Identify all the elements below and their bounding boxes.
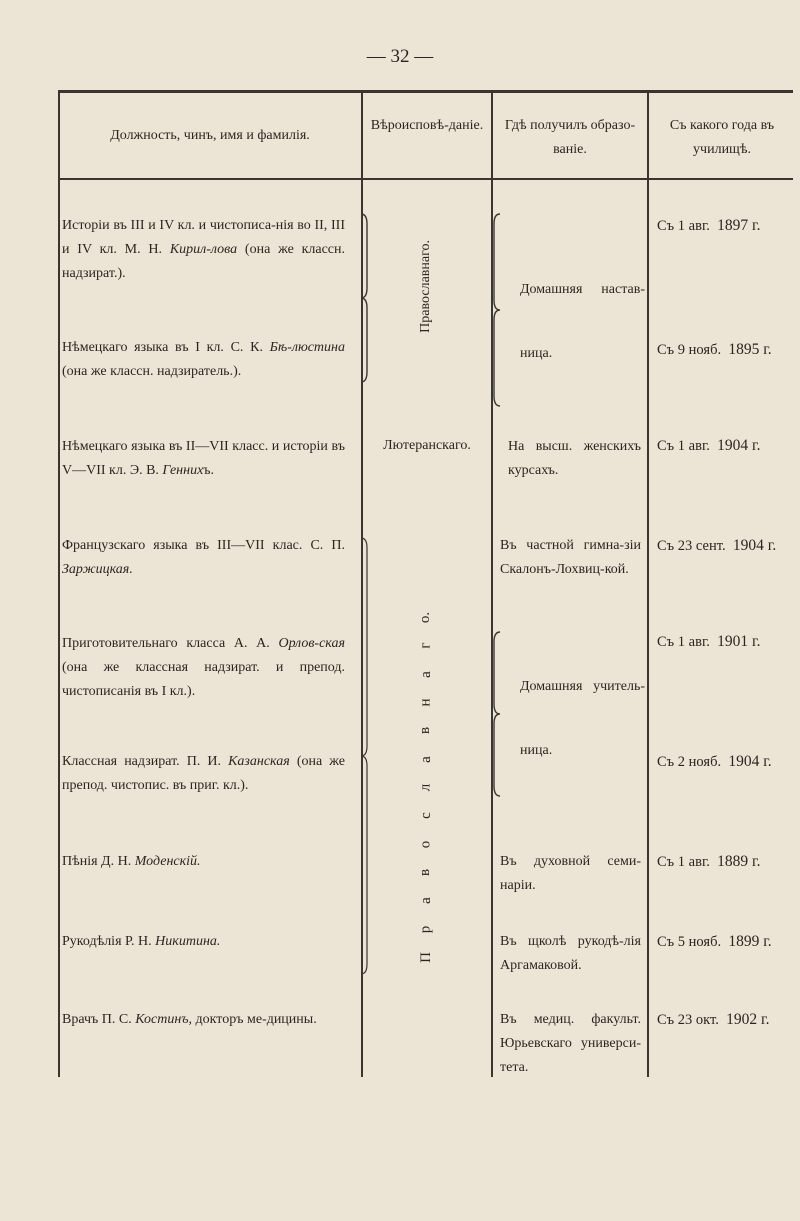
- page-number: — 32 —: [366, 46, 434, 67]
- date-year: 1904 г.: [717, 437, 761, 454]
- letter: в: [417, 727, 434, 735]
- education-cell-9: Въ медиц. факульт. Юрьевскаго универси-тета.: [500, 1012, 641, 1075]
- date-prefix: Съ 23 сент.: [657, 538, 726, 554]
- date-cell-8: [657, 932, 796, 952]
- date-cell-6: [657, 752, 796, 772]
- letter: р: [417, 925, 434, 933]
- date-cell-5: [657, 632, 796, 652]
- position-text: Рукодѣлія Р. Н.: [62, 934, 156, 949]
- date-prefix: Съ 23 окт.: [657, 1012, 719, 1028]
- education-cell-8: Въ щколѣ рукодѣ-лія Аргамаковой.: [500, 934, 641, 973]
- date-prefix: Съ 1 авг.: [657, 634, 710, 650]
- letter: П: [417, 952, 434, 963]
- brace-religion-2: [357, 536, 371, 976]
- person-name: Казанская: [228, 754, 290, 769]
- date-prefix: Съ 1 авг.: [657, 218, 710, 234]
- education-home-governess: [500, 258, 645, 386]
- header-religion: Вѣроисповѣ-даніе.: [370, 118, 484, 133]
- education-text: Домашняя настав-ница.: [520, 282, 645, 361]
- letter: о: [417, 840, 434, 848]
- person-name: Кирил-лова: [169, 242, 238, 257]
- date-prefix: Съ 5 нояб.: [657, 934, 722, 950]
- letter: л: [417, 783, 434, 792]
- position-note: (она же классная надзират. и препод. чистописанія въ I кл.).: [62, 660, 345, 699]
- date-year: 1895 г.: [728, 341, 772, 358]
- religion-orthodox-vertical: Православнаго.: [418, 240, 433, 333]
- table-left-border: [58, 92, 60, 1077]
- position-text: Нѣмецкаго языка въ II—VII класс. и исторіи въ V—VII кл. Э. В.: [62, 439, 345, 478]
- person-name: Генних: [162, 463, 204, 478]
- position-cell-8: [62, 930, 345, 954]
- position-note: (она же классн. надзиратель.).: [62, 364, 242, 379]
- position-text: Врачъ П. С.: [62, 1012, 136, 1027]
- date-year: 1897 г.: [717, 217, 761, 234]
- education-cell-3: На высш. женскихъ курсахъ.: [508, 439, 641, 478]
- position-cell-2: [62, 336, 345, 384]
- date-year: 1904 г.: [728, 753, 772, 770]
- position-cell-1: [62, 214, 345, 286]
- table-header-rule: [58, 178, 793, 180]
- date-year: 1889 г.: [717, 853, 761, 870]
- letter: а: [417, 897, 434, 905]
- person-name: Костинъ,: [135, 1012, 193, 1027]
- date-year: 1901 г.: [717, 633, 761, 650]
- education-cell-7: Въ духовной семи-наріи.: [500, 854, 641, 893]
- position-cell-9: [62, 1008, 345, 1032]
- brace-religion-1: [357, 212, 371, 384]
- position-cell-4: [62, 534, 345, 582]
- letter: с: [417, 812, 434, 820]
- position-text: Французскаго языка въ III—VII клас. С. П.: [62, 538, 345, 553]
- person-name: Никитина.: [155, 934, 221, 949]
- position-text: Классная надзират. П. И.: [62, 754, 229, 769]
- date-prefix: Съ 2 нояб.: [657, 754, 722, 770]
- letter: в: [417, 868, 434, 876]
- religion-orthodox-spaced: [412, 610, 440, 965]
- education-text: Домашняя учитель-ница.: [520, 679, 645, 758]
- date-year: 1899 г.: [728, 933, 772, 950]
- letter: а: [417, 755, 434, 763]
- position-note: (она же препод. чистопис. въ приг. кл.).: [62, 754, 345, 793]
- religion-lutheran: Лютеранскаго.: [383, 438, 471, 453]
- position-text: Приготовительнаго класса А. А.: [62, 636, 279, 651]
- column-divider-3: [647, 92, 649, 1077]
- header-position: Должность, чинъ, имя и фамилія.: [110, 128, 310, 143]
- position-cell-5: [62, 632, 345, 704]
- date-prefix: Съ 9 нояб.: [657, 342, 722, 358]
- letter: н: [417, 698, 434, 707]
- date-prefix: Съ 1 авг.: [657, 438, 710, 454]
- education-home-teacher: [500, 655, 645, 783]
- date-cell-2: [657, 340, 796, 360]
- education-cell-4: Въ частной гимна-зіи Скалонъ-Лохвиц-кой.: [500, 538, 641, 577]
- person-name: Бѣ-люстина: [269, 340, 345, 355]
- date-cell-1: [657, 216, 796, 236]
- date-cell-4: [657, 536, 796, 556]
- position-text: Исторіи въ III и IV кл. и чистописа-нія во II, III и IV кл. М. Н.: [62, 218, 345, 257]
- date-prefix: Съ 1 авг.: [657, 854, 710, 870]
- position-note: (она же классн. надзират.).: [62, 242, 345, 281]
- position-text: Нѣмецкаго языка въ I кл. С. К.: [62, 340, 270, 355]
- header-education: Гдѣ получилъ образо-ваніе.: [504, 118, 636, 157]
- table-top-rule: [58, 90, 793, 93]
- date-year: 1902 г.: [726, 1011, 770, 1028]
- date-cell-9: [657, 1010, 796, 1030]
- position-cell-7: [62, 850, 345, 874]
- letter: о.: [417, 611, 434, 624]
- header-since: Съ какого года въ училищѣ.: [669, 118, 775, 157]
- position-note: ъ.: [203, 463, 215, 478]
- date-cell-7: [657, 852, 796, 872]
- person-name: Орлов-ская: [278, 636, 345, 651]
- person-name: Заржицкая.: [62, 562, 133, 577]
- person-name: Моденскій.: [134, 854, 201, 869]
- letter: а: [417, 670, 434, 678]
- date-year: 1904 г.: [732, 537, 777, 554]
- position-note: докторъ ме-дицины.: [192, 1012, 317, 1027]
- position-cell-6: [62, 750, 345, 798]
- position-cell-3: [62, 435, 345, 483]
- position-text: Пѣнія Д. Н.: [62, 854, 135, 869]
- date-cell-3: [657, 436, 796, 456]
- letter: г: [417, 642, 434, 649]
